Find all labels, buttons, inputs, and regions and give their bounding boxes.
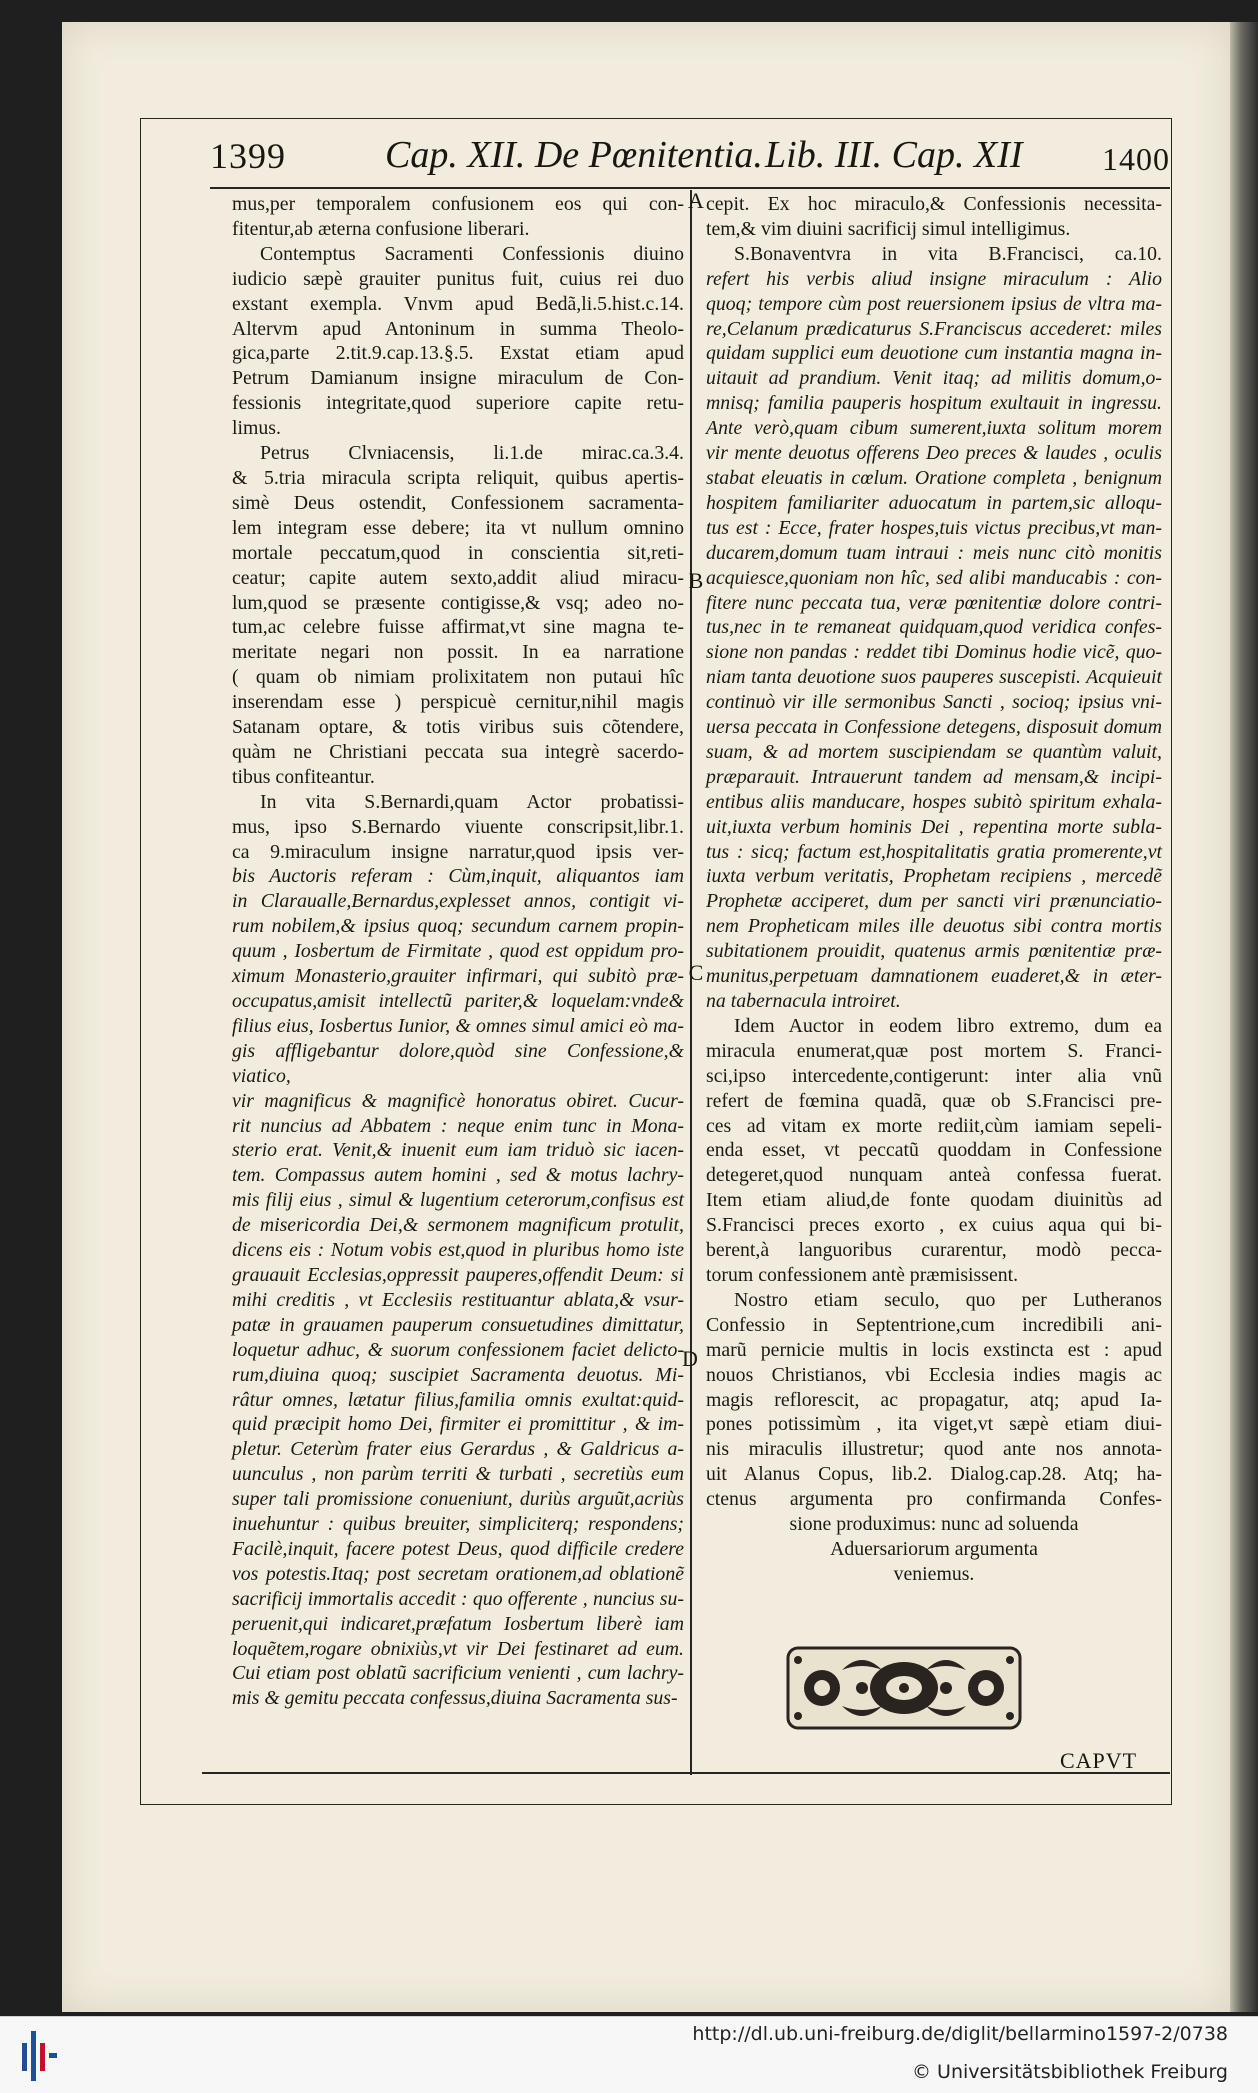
text-line: uit Alanus Copus, lib.2. Dialog.cap.28. Atq; ha-: [706, 1463, 1162, 1486]
running-header: [210, 135, 1170, 185]
text-line: uit,iuxta verbum hominis Dei , repentina morte subla-: [706, 815, 1162, 838]
text-line: inuehuntur : quibus breuiter, simpliciterq; respondens;: [232, 1513, 684, 1536]
text-line: ca 9.miraculum insigne narratur,quod ipsis ver-: [232, 840, 684, 863]
text-line: tus,nec in te remaneat quidquam,quod veridica confes-: [706, 616, 1162, 639]
text-line: rum nobilem,& ipsius quoq; secundum carnem propin-: [232, 915, 684, 938]
page-number-right: 1400: [1102, 141, 1170, 177]
text-line: tum,ac celebre fuisse affirmat,vt sine magna te-: [232, 616, 684, 639]
text-line: S.Bonaventvra in vita B.Francisci, ca.10.: [734, 242, 1162, 265]
text-line: S.Francisci preces exorto , ex cuius aqua qui bi-: [706, 1214, 1162, 1237]
text-line: mus, ipso S.Bernardo viuente conscripsit,libr.1.: [232, 815, 684, 838]
header-title-left: Cap. XII. De Pœnitentia.: [385, 134, 763, 176]
permalink-url[interactable]: http://dl.ub.uni-freiburg.de/diglit/bellarmino1597-2/0738: [692, 2023, 1228, 2045]
text-line: fitere nunc peccata tua, veræ pœnitentiæ dolore contri-: [706, 591, 1162, 614]
text-line: limus.: [232, 417, 281, 440]
text-line: ctenus argumenta pro confirmanda Confes-: [706, 1488, 1162, 1511]
text-line: in Claraualle,Bernardus,explesset annos, contigit vi-: [232, 890, 684, 913]
text-line: Petrus Clvniacensis, li.1.de mirac.ca.3.4.: [260, 442, 684, 465]
text-line: Ante verò,quam cibum sumerent,iuxta solitum morem: [706, 417, 1162, 440]
text-line: marũ pernicie multis in locis exstincta est : apud: [706, 1338, 1162, 1361]
text-line: torum confessionem antè præmisissent.: [706, 1263, 1019, 1286]
text-line: Confessio in Septentrione,cum incredibili ani-: [706, 1313, 1162, 1336]
text-line: nouos Christianos, vbi Ecclesia indies magis ac: [706, 1363, 1162, 1386]
text-line: mus,per temporalem confusionem eos qui con-: [232, 193, 684, 215]
text-line: Item etiam aliud,de fonte quodam diuinitùs ad: [706, 1189, 1162, 1212]
text-line: gica,parte 2.tit.9.cap.13.§.5. Exstat etiam apud: [232, 342, 684, 365]
text-line: lem integram esse debere; ita vt nullum omnino: [232, 516, 684, 539]
margin-letter-a: A: [688, 188, 704, 213]
text-line: inserendam esse ) perspicuè cernitur,nihil magis: [232, 691, 684, 714]
text-line: berent,à languoribus curarentur, modò pecca-: [706, 1239, 1162, 1262]
text-line: refert de fœmina quadã, quæ ob S.Francisci pre-: [706, 1089, 1162, 1112]
text-line: tem,& vim diuini sacrificij simul intelligimus.: [706, 217, 1071, 240]
text-line: Nostro etiam seculo, quo per Lutheranos: [734, 1288, 1162, 1311]
text-line: simè Deus ostendit, Confessionem sacramenta-: [232, 491, 684, 514]
text-line: vos potestis.Itaq; post secretam orationem,ad oblationẽ: [232, 1562, 684, 1585]
text-line: tem. Compassus autem homini , sed & motus lachry-: [232, 1164, 684, 1187]
text-line: sione non pandas : reddet tibi Dominus hodie vicẽ, quo-: [706, 641, 1162, 664]
text-line: quum , Iosbertum de Firmitate , quod est oppidum pro-: [232, 940, 684, 963]
text-line: detegeret,quod nunquam anteà confessa fuerat.: [706, 1164, 1162, 1187]
text-line: ( quam ob nimiam prolixitatem non putaui hîc: [232, 666, 684, 689]
text-line: Aduersariorum argumenta: [830, 1537, 1038, 1560]
text-line: Idem Auctor in eodem libro extremo, dum ea: [734, 1014, 1162, 1037]
text-line: quàm ne Christiani peccata sua integrè sacerdo-: [232, 740, 684, 763]
page-number-left: 1399: [210, 136, 286, 176]
footer-rule: [202, 1772, 1170, 1774]
text-line: mis & gemitu peccata confessus,diuina Sacramenta sus-: [232, 1687, 678, 1710]
text-line: bis Auctoris referam : Cùm,inquit, aliquantos iam: [232, 865, 684, 888]
text-line: filius eius, Iosbertus Iunior, & omnes simul amici eò ma-: [232, 1014, 684, 1037]
text-line: fitentur,ab æterna confusione liberari.: [232, 217, 530, 240]
text-line: ces ad vitam ex morte rediit,cùm iamiam sepeli-: [706, 1114, 1162, 1137]
text-line: ximum Monasterio,grauiter infirmari, qui subitò præ-: [232, 965, 684, 988]
text-line: sacrificij immortalis accedit : quo offerente , nuncius su-: [232, 1587, 684, 1610]
copyright-notice: © Universitätsbibliothek Freiburg: [912, 2061, 1228, 2083]
text-line: cepit. Ex hoc miraculo,& Confessionis necessita-: [706, 193, 1162, 215]
text-line: exstant exempla. Vnvm apud Bedã,li.5.hist.c.14.: [232, 292, 684, 315]
text-line: rit nuncius ad Abbatem : neque enim tunc in Mona-: [232, 1114, 684, 1137]
text-line: fessionis integritate,quod superiore capite retu-: [232, 392, 684, 415]
text-line: Cui etiam post oblatũ sacrificium venienti , cum lachry-: [232, 1662, 684, 1685]
text-line: sione produximus: nunc ad soluenda: [789, 1513, 1079, 1536]
text-line: uunculus , non parùm territi & turbati , secretiùs eum: [232, 1463, 684, 1486]
text-line: gis affligebantur dolore,quòd sine Confessione,& viatico,: [232, 1039, 684, 1087]
viewer-footer: [0, 2016, 1258, 2093]
text-line: continuò vir ille sermonibus Sancti , socioq; ipsius vni-: [706, 691, 1162, 714]
text-line: re,Celanum prædicaturus S.Franciscus accederet: miles: [706, 317, 1162, 340]
text-line: sterio erat. Venit,& inuenit eum iam triduò sic iacen-: [232, 1139, 684, 1162]
text-line: lum,quod se præsente contigisse,& vsq; adeo no-: [232, 591, 684, 614]
text-line: rum,diuina quoq; suscipiet Sacramenta deuotus. Mi-: [232, 1363, 684, 1386]
text-line: uitauit ad prandium. Venit itaq; ad militis domum,o-: [706, 367, 1162, 390]
text-line: nis miraculis illustretur; quod ante nos annota-: [706, 1438, 1162, 1461]
text-line: munitus,perpetuam damnationem euaderet,& in æter-: [706, 965, 1162, 988]
text-line: quidam supplici eum deuotione cum instantia magna in-: [706, 342, 1162, 365]
text-line: quoq; tempore cùm post reuersionem ipsius de vltra ma-: [706, 292, 1162, 315]
text-line: meritate negari non possit. In ea narratione: [232, 641, 684, 664]
text-line: hospitem familiariter aduocatum in partem,sic alloqu-: [706, 491, 1162, 514]
text-line: subitationem prouidit, quatenus armis pœnitentiæ præ-: [706, 940, 1162, 963]
margin-letter-b: B: [688, 568, 704, 593]
text-line: acquiesce,quoniam non hîc, sed alibi manducabis : con-: [706, 566, 1162, 589]
text-line: vir mente deuotus offerens Deo preces & laudes , oculis: [706, 442, 1162, 465]
text-line: sci,ipso intercedente,contigerunt: inter alia vnũ: [706, 1064, 1162, 1087]
text-line: Petrum Damianum insigne miraculum de Con-: [232, 367, 684, 390]
text-line: vir magnificus & magnificè honoratus obiret. Cucur-: [232, 1089, 684, 1112]
text-line: occupatus,amisit intellectũ pariter,& loquelam:vnde&: [232, 990, 684, 1012]
text-line: suam, & ad mortem suscipiendam se quantùm valuit,: [706, 740, 1162, 763]
text-line: ducarem,domum tuam intraui : meis nunc citò monitis: [706, 541, 1162, 564]
text-line: ceatur; capite autem sexto,addit aliud miracu-: [232, 566, 684, 589]
margin-letter-d: D: [682, 1346, 698, 1371]
text-line: Satanam optare, & totis viribus suis cõtendere,: [232, 716, 684, 739]
text-line: mnisq; familia pauperis hospitum exultauit in ingressu.: [706, 392, 1162, 415]
text-line: patæ in grauamen pauperum consuetudines dimittatur,: [232, 1313, 684, 1336]
text-line: loquetur adhuc, & suorum confessionem faciet delicto-: [232, 1338, 684, 1361]
text-line: quid præcipit homo Dei, firmiter ei promittitur , & im-: [232, 1413, 684, 1436]
text-line: dicens eis : Notum vobis est,quod in pluribus homo iste: [232, 1239, 684, 1262]
text-line: pletur. Ceterùm frater eius Gerardus , & Galdricus a-: [232, 1438, 684, 1461]
text-line: magis reflorescit, ac propagatur, atq; apud Ia-: [706, 1388, 1162, 1411]
text-line: entibus aliis manducare, hospes subitò spiritum exhala-: [706, 790, 1162, 813]
text-line: veniemus.: [893, 1562, 975, 1585]
right-column: [706, 192, 1162, 1587]
text-line: peruenit,qui indicaret,præfatum Iosbertum liberè iam: [232, 1612, 684, 1635]
text-line: de misericordia Dei,& sermonem magnificum protulit,: [232, 1214, 684, 1237]
text-line: tus : sicq; factum est,hospitalitatis gratia promerente,vt: [706, 840, 1162, 863]
text-line: mortale peccatum,quod in conscientia sit,reti-: [232, 541, 684, 564]
text-line: râtur omnes, lætatur filius,familia omnis exultat:quid-: [232, 1388, 684, 1411]
text-line: tus est : Ecce, frater hospes,tuis victus precibus,vt man-: [706, 516, 1162, 539]
text-line: & 5.tria miracula scripta reliquit, quibus apertis-: [232, 466, 684, 489]
text-line: na tabernacula introiret.: [706, 990, 901, 1012]
text-line: Prophetæ acciperet, dum per sancti viri prænunciatio-: [706, 890, 1162, 913]
text-line: enda esset, vt peccatũ quoddam in Confessione: [706, 1139, 1162, 1162]
text-line: Facilè,inquit, facere potest Deus, quod difficile credere: [232, 1537, 684, 1560]
text-line: pones potissimùm , ita viget,vt sæpè etiam diui-: [706, 1413, 1162, 1436]
margin-letter-c: C: [688, 960, 704, 985]
text-line: miracula enumerat,quæ post mortem S. Franci-: [706, 1039, 1162, 1062]
text-line: Contemptus Sacramenti Confessionis diuino: [260, 242, 684, 265]
text-line: refert his verbis aliud insigne miraculum : Alio: [706, 267, 1162, 290]
text-line: uersa peccata in Confessione detegens, disposuit domum: [706, 716, 1162, 739]
text-line: iuxta verbum veritatis, Prophetam recipiens , mercedẽ: [706, 865, 1162, 888]
left-column: [232, 192, 684, 1711]
catchword: CAPVT: [1060, 1748, 1138, 1773]
text-line: niam tanta deuotione suos pauperes suscepisti. Acquieuit: [706, 666, 1162, 689]
text-line: mihi creditis , vt Ecclesiis restituantur ablata,& vsur-: [232, 1288, 684, 1311]
text-line: tibus confiteantur.: [232, 765, 375, 788]
page-edge: [1230, 22, 1258, 2012]
text-line: nem Propheticam miles ille deuotus sibi contra mortis: [706, 915, 1162, 938]
text-line: In vita S.Bernardi,quam Actor probatissi-: [260, 790, 684, 813]
printers-ornament: [782, 1640, 1026, 1736]
text-line: super tali promissione conueniunt, duriùs arguũt,acriùs: [232, 1488, 684, 1511]
text-line: mis filij eius , simul & lugentium ceterorum,confisus est: [232, 1189, 684, 1212]
text-line: stabat eleuatis in cœlum. Oratione completa , benignum: [706, 466, 1162, 489]
university-library-logo: [18, 2025, 64, 2087]
header-title-right: Lib. III. Cap. XII: [765, 134, 1023, 176]
text-line: Altervm apud Antoninum in summa Theolo-: [232, 317, 684, 340]
text-line: grauauit Ecclesias,oppressit pauperes,offendit Deum: si: [232, 1263, 684, 1286]
text-line: præparauit. Intrauerunt tandem ad mensam,& incipi-: [706, 765, 1162, 788]
text-line: loquẽtem,rogare obnixiùs,vt vir Dei festinaret ad eum.: [232, 1637, 684, 1660]
text-line: iudicio sæpè grauiter punitus fuit, cuius rei duo: [232, 267, 684, 290]
